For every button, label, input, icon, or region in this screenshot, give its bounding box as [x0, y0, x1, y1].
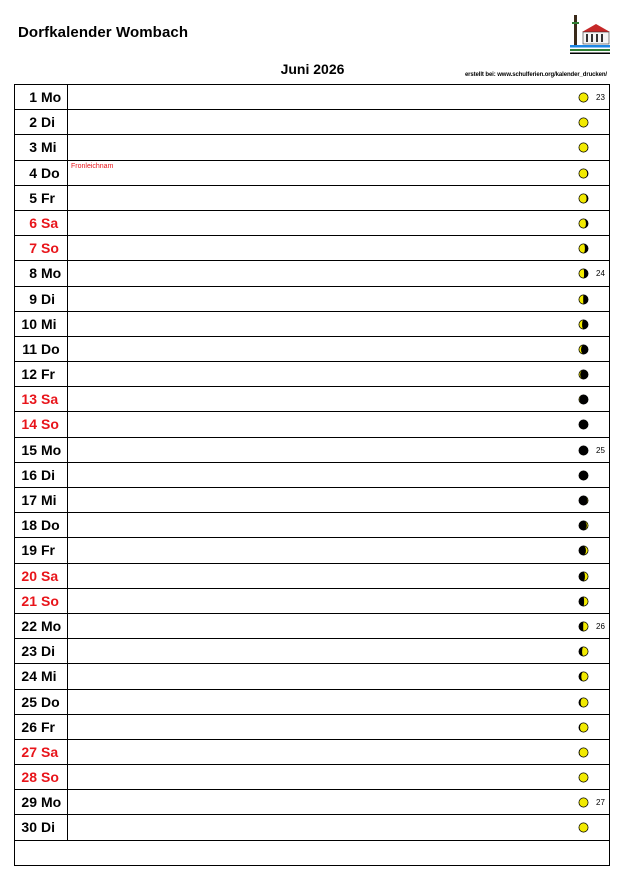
day-row [15, 815, 609, 840]
moon-phase-icon [578, 822, 589, 833]
column-divider [67, 790, 68, 814]
weekday-label: Di [41, 643, 55, 660]
column-divider [67, 664, 68, 688]
day-row [15, 513, 609, 538]
weekday-label: Mo [41, 794, 62, 811]
weekday-label: Di [41, 290, 55, 307]
day-number: 13 [21, 391, 37, 408]
moon-phase-icon [578, 445, 589, 456]
weekday-label: So [41, 416, 59, 433]
column-divider [67, 538, 68, 562]
weekday-label: Fr [41, 542, 55, 559]
day-number: 29 [21, 794, 37, 811]
weekday-label: Sa [41, 567, 59, 584]
column-divider [67, 161, 68, 185]
day-row [15, 236, 609, 261]
moon-phase-icon [578, 344, 589, 355]
day-row [15, 589, 609, 614]
day-row [15, 664, 609, 689]
moon-phase-icon [578, 142, 589, 153]
column-divider [67, 765, 68, 789]
moon-phase-icon [578, 117, 589, 128]
day-row [15, 639, 609, 664]
week-number: 23 [596, 93, 605, 102]
day-row [15, 211, 609, 236]
day-number: 1 [29, 89, 37, 105]
week-number: 24 [596, 269, 605, 279]
moon-phase-icon [578, 394, 589, 405]
day-number: 28 [21, 769, 37, 786]
day-row [15, 362, 609, 387]
day-row [15, 186, 609, 211]
moon-phase-icon [578, 772, 589, 783]
day-number: 23 [21, 643, 37, 660]
day-row [15, 312, 609, 337]
moon-phase-icon [578, 470, 589, 481]
day-row [15, 287, 609, 312]
day-number: 27 [21, 743, 37, 760]
weekday-label: Di [41, 466, 55, 483]
credit-note: erstellt bei: www.schulferien.org/kalender_drucken/ [464, 72, 607, 78]
weekday-label: Sa [41, 214, 59, 231]
moon-phase-icon [578, 697, 589, 708]
weekday-label: Mi [41, 139, 57, 156]
day-row [15, 790, 609, 815]
moon-phase-icon [578, 168, 589, 179]
day-number: 22 [21, 617, 37, 634]
weekday-label: Mi [41, 668, 57, 685]
weekday-label: Di [41, 114, 55, 131]
day-row [15, 387, 609, 412]
column-divider [67, 186, 68, 210]
day-number: 11 [22, 340, 37, 357]
calendar-table [14, 84, 610, 866]
day-number: 4 [29, 164, 37, 181]
week-number: 26 [596, 621, 605, 631]
column-divider [67, 614, 68, 638]
day-number: 16 [21, 466, 37, 483]
column-divider [67, 337, 68, 361]
day-number: 19 [21, 542, 37, 559]
column-divider [67, 815, 68, 839]
weekday-label: Do [41, 517, 60, 534]
moon-phase-icon [578, 319, 589, 330]
day-number: 24 [21, 668, 37, 685]
month-title: Juni 2026 [280, 61, 345, 77]
day-number: 26 [21, 718, 37, 735]
weekday-label: Sa [41, 391, 59, 408]
day-number: 20 [21, 567, 37, 584]
day-number: 10 [21, 315, 37, 332]
moon-phase-icon [578, 797, 589, 808]
moon-phase-icon [578, 722, 589, 733]
day-row [15, 337, 609, 362]
moon-phase-icon [578, 193, 589, 204]
day-row [15, 740, 609, 765]
day-number: 3 [29, 139, 37, 156]
moon-phase-icon [578, 545, 589, 556]
day-number: 25 [21, 693, 37, 710]
column-divider [67, 135, 68, 159]
moon-phase-icon [578, 621, 589, 632]
holiday-note: Fronleichnam [71, 162, 114, 170]
day-row [15, 538, 609, 563]
weekday-label: Do [41, 164, 60, 181]
moon-phase-icon [578, 419, 589, 430]
moon-phase-icon [578, 495, 589, 506]
column-divider [67, 690, 68, 714]
weekday-label: Do [41, 340, 60, 357]
weekday-label: Mo [41, 265, 62, 282]
weekday-label: So [41, 769, 59, 786]
weekday-label: Fr [41, 366, 55, 383]
day-number: 18 [21, 517, 37, 534]
column-divider [67, 362, 68, 386]
day-row [15, 85, 609, 110]
moon-phase-icon [578, 369, 589, 380]
day-number: 2 [29, 114, 37, 131]
day-row [15, 614, 609, 639]
column-divider [67, 564, 68, 588]
moon-phase-icon [578, 646, 589, 657]
day-row [15, 463, 609, 488]
day-number: 5 [29, 189, 37, 206]
column-divider [67, 85, 68, 109]
column-divider [67, 312, 68, 336]
column-divider [67, 463, 68, 487]
column-divider [67, 715, 68, 739]
moon-phase-icon [578, 571, 589, 582]
day-row [15, 690, 609, 715]
day-row [15, 765, 609, 790]
moon-phase-icon [578, 268, 589, 279]
moon-phase-icon [578, 243, 589, 254]
day-number: 30 [21, 819, 37, 836]
column-divider [67, 412, 68, 436]
weekday-label: Di [41, 819, 55, 836]
village-church-logo [568, 12, 612, 56]
weekday-label: Mi [41, 492, 57, 508]
day-row [15, 564, 609, 589]
column-divider [67, 513, 68, 537]
weekday-label: Do [41, 693, 60, 710]
week-number: 27 [596, 798, 605, 808]
day-number: 7 [29, 240, 37, 257]
moon-phase-icon [578, 218, 589, 229]
weekday-label: Fr [41, 718, 55, 735]
weekday-label: Fr [41, 189, 55, 206]
day-row [15, 488, 609, 513]
weekday-label: Mo [41, 617, 62, 634]
day-number: 15 [21, 441, 37, 458]
weekday-label: So [41, 592, 59, 609]
column-divider [67, 110, 68, 134]
column-divider [67, 236, 68, 260]
day-number: 8 [29, 265, 37, 282]
day-number: 17 [21, 492, 37, 508]
day-number: 14 [21, 416, 37, 433]
column-divider [67, 488, 68, 512]
day-row [15, 438, 609, 463]
day-row [15, 261, 609, 286]
column-divider [67, 387, 68, 411]
column-divider [67, 287, 68, 311]
page-title: Dorfkalender Wombach [18, 24, 189, 41]
column-divider [67, 211, 68, 235]
weekday-label: Mo [41, 89, 62, 105]
moon-phase-icon [578, 294, 589, 305]
weekday-label: Mo [41, 441, 62, 458]
moon-phase-icon [578, 92, 589, 103]
column-divider [67, 589, 68, 613]
weekday-label: So [41, 240, 59, 257]
weekday-label: Sa [41, 743, 59, 760]
moon-phase-icon [578, 747, 589, 758]
moon-phase-icon [578, 596, 589, 607]
column-divider [67, 740, 68, 764]
day-number: 9 [29, 290, 37, 307]
day-row [15, 161, 609, 186]
column-divider [67, 261, 68, 285]
moon-phase-icon [578, 520, 589, 531]
day-row [15, 135, 609, 160]
day-row [15, 412, 609, 437]
column-divider [67, 639, 68, 663]
day-number: 12 [21, 366, 37, 383]
weekday-label: Mi [41, 315, 57, 332]
notes-footer-row [15, 841, 609, 865]
day-number: 21 [21, 592, 37, 609]
week-number: 25 [596, 445, 605, 455]
day-number: 6 [29, 214, 37, 231]
day-row [15, 110, 609, 135]
column-divider [67, 438, 68, 462]
moon-phase-icon [578, 671, 589, 682]
day-row [15, 715, 609, 740]
